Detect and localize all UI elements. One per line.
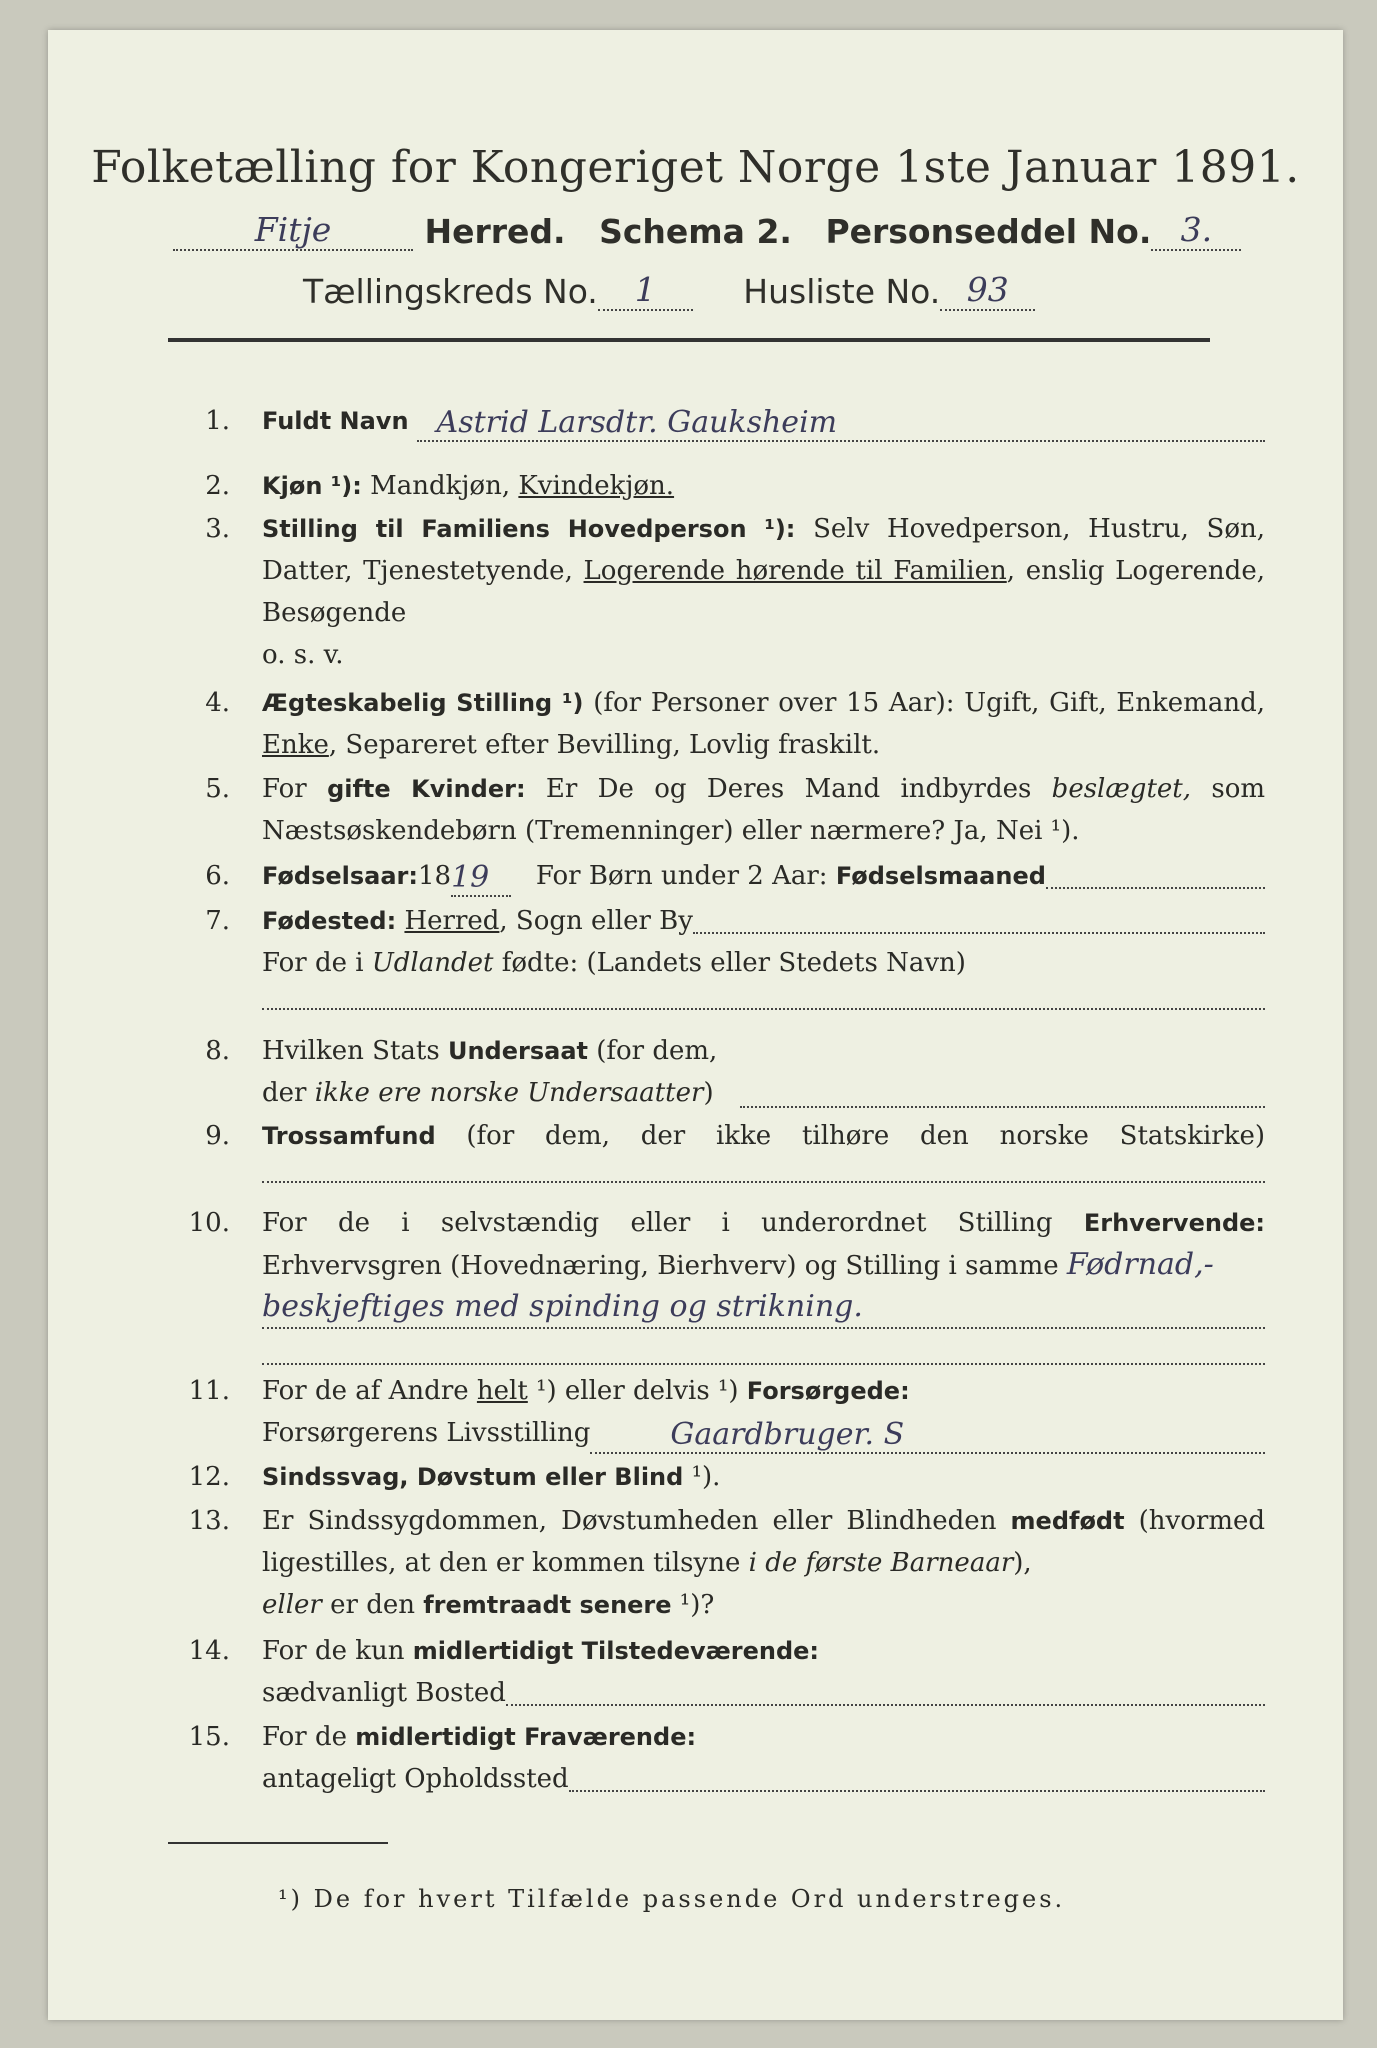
census-form-sheet: Folketælling for Kongeriget Norge 1ste Januar 1891. Fitje Herred. Schema 2. Personseddel No. 3. Tællingskreds No. 1 Husliste No. 93 1. Fuldt Navn Astrid Larsdtr. Gauksheim 2. Kjøn ¹): Mandkjøn, Kvindekjøn. 3. Stilling til Familiens Hovedperson ¹): Selv Hovedperson, Hustru, Søn, Datter, Tjenestetyende, Logerende hørende til Familien, enslig Logerende, Besøgende o. s. v. 4. Ægteskabelig Stilling ¹) (for Personer over 15 Aar): Ugift, Gift, Enkemand, Enke, Separeret efter Bevilling, Lovlig fraskilt. 5. For gifte Kvinder: Er De og Deres Mand indbyrdes beslægtet, som Næstsøskendebørn (Tremenninger) eller nærmere? Ja, Nei ¹). 6. Fødselsaar: 18 19 For Børn under 2 Aar: Fødselsmaaned 7. Fødested: Herred , Sogn eller By For de i Udlandet fødte: (Landets eller Stedets Navn) 8. Hvilken Stats Undersaat (for dem, der ikke ere norske Undersaatter) 9. Trossamfund (for dem, der ikke tilhøre den norske Statskirke) 10. For de i selvstændig eller i underordnet Stilling Erhvervende: Erhvervsgren (Hovednæring, Bierhverv) og Stilling i samme Fødrnad,- beskjeftiges med spinding og strikning. 11. For de af Andre helt ¹) eller delvis ¹) Forsørgede: Forsørgerens Livsstilling Gaardbruger. S 12. Sindssvag, Døvstum eller Blind ¹). 13. Er Sindssygdommen, Døvstumheden eller Blindheden medfødt (hvormed ligestilles, at den er kommen tilsyne i de første Barneaar), eller er den fremtraadt senere ¹)? 14. For de kun midlertidigt Tilstedeværende: sædvanligt Bosted 15. For de midlertidigt Fraværende: antageligt Opholdssted ¹) De for hvert Tilfælde passende Ord understreges. [48,30,1343,2020]
footnote: ¹) De for hvert Tilfælde passende Ord understreges. [278,1885,1066,1913]
kreds-value: 1 [634,270,656,309]
occupation-value-1: Fødrnad,- [1066,1247,1214,1282]
husliste-value: 93 [966,270,1009,309]
header-rule [168,338,1210,342]
full-name-value: Astrid Larsdtr. Gauksheim [417,406,1265,442]
item-10: 10. For de i selvstændig eller i underordnet Stilling Erhvervende: Erhvervsgren (Hovednæring, Bierhverv) og Stilling i samme Fødrnad,- beskjeftiges med spinding og strikning. [180,1202,1265,1362]
birth-year-value: 19 [451,861,511,897]
occupation-value-2: beskjeftiges med spinding og strikning. [262,1287,1265,1329]
personseddel-value: 3. [1180,210,1213,249]
item-14: 14. For de kun midlertidigt Tilstedeværende: sædvanligt Bosted [180,1630,1265,1720]
herred-label: Herred. [424,212,566,251]
item-8: 8. Hvilken Stats Undersaat (for dem, der ikke ere norske Undersaatter) [180,1030,1265,1120]
form-title: Folketælling for Kongeriget Norge 1ste Januar 1891. [91,142,1300,193]
personseddel-label: Personseddel No. [825,212,1152,251]
schema-label: Schema 2. [599,212,792,251]
herred-value: Fitje [254,210,332,249]
item-7: 7. Fødested: Herred , Sogn eller By For de i Udlandet fødte: (Landets eller Stedets Navn) [180,900,1265,1020]
item-15: 15. For de midlertidigt Fraværende: antageligt Opholdssted [180,1716,1265,1806]
item-13: 13. Er Sindssygdommen, Døvstumheden eller Blindheden medfødt (hvormed ligestilles, at den er kommen tilsyne i de første Barneaar), eller er den fremtraadt senere ¹)? [188,1506,1266,1620]
husliste-label: Husliste No. [743,272,941,311]
footnote-rule [168,1842,388,1844]
kreds-label: Tællingskreds No. [303,272,598,311]
item-1: 1. Fuldt Navn Astrid Larsdtr. Gauksheim [180,400,1265,450]
item-9: 9. Trossamfund (for dem, der ikke tilhøre den norske Statskirke) [180,1115,1265,1205]
item-3: 3. Stilling til Familiens Hovedperson ¹): Selv Hovedperson, Hustru, Søn, Datter, Tjenestetyende, Logerende hørende til Familien, enslig Logerende, Besøgende o. s. v. [205,514,1265,670]
header-row-1 [173,210,1241,251]
item-4: 4. Ægteskabelig Stilling ¹) (for Personer over 15 Aar): Ugift, Gift, Enkemand, Enke, Separeret efter Bevilling, Lovlig fraskilt. [205,688,1265,760]
item-11: 11. For de af Andre helt ¹) eller delvis ¹) Forsørgede: Forsørgerens Livsstilling Gaardbruger. S [180,1370,1265,1460]
provider-occupation-value: Gaardbruger. S [590,1418,1265,1454]
item-5: 5. For gifte Kvinder: Er De og Deres Mand indbyrdes beslægtet, som Næstsøskendebørn (Tremenninger) eller nærmere? Ja, Nei ¹). [205,774,1265,846]
header-row-2 [303,270,1035,311]
